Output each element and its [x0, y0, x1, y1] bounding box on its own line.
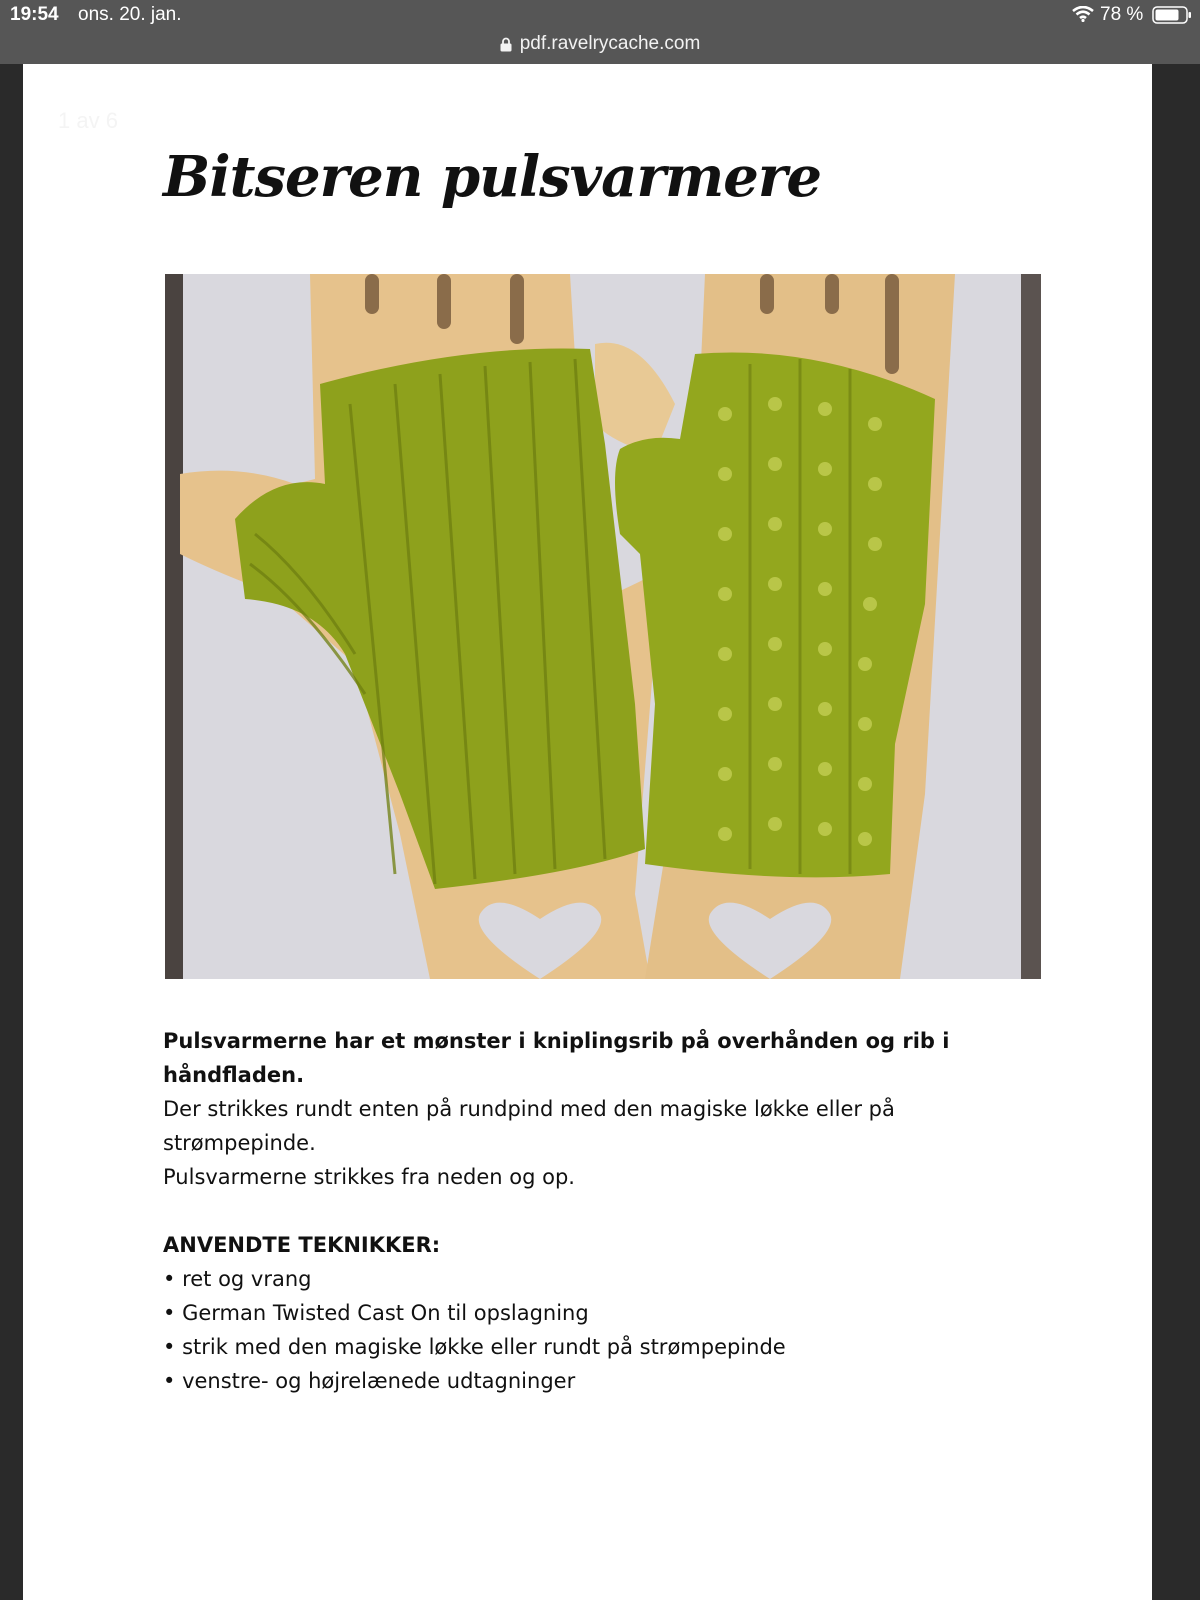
list-item: • strik med den magiske løkke eller rundt på strømpepinde: [163, 1330, 1023, 1364]
status-bar: [0, 0, 1200, 64]
document-body: [163, 1024, 1023, 1398]
lock-icon: [500, 37, 512, 52]
list-item: • German Twisted Cast On til opslagning: [163, 1296, 1023, 1330]
status-date: ons. 20. jan.: [78, 4, 182, 25]
intro-bold: Pulsvarmerne har et mønster i kniplingsrib på overhånden og rib i håndfladen.: [163, 1029, 950, 1087]
page-indicator: 1 av 6: [58, 108, 118, 133]
techniques-list: [163, 1262, 1023, 1398]
list-item: • ret og vrang: [163, 1262, 1023, 1296]
status-time: 19:54: [10, 4, 59, 25]
battery-icon: [1152, 6, 1192, 24]
list-item: • venstre- og højrelænede udtagninger: [163, 1364, 1023, 1398]
page-title: Bitseren pulsvarmere: [163, 144, 821, 210]
wrist-warmers-photo: [165, 274, 1041, 979]
spacer: [163, 1194, 1023, 1228]
pdf-page[interactable]: [23, 64, 1152, 1600]
address-bar[interactable]: [0, 30, 1200, 58]
intro-line-1: Der strikkes rundt enten på rundpind med den magiske løkke eller på strømpepinde.: [163, 1097, 895, 1155]
url-text[interactable]: pdf.ravelrycache.com: [519, 33, 701, 54]
intro-line-2: Pulsvarmerne strikkes fra neden og op.: [163, 1165, 575, 1189]
wifi-icon: [1072, 6, 1094, 22]
battery-percentage: 78 %: [1100, 4, 1144, 25]
techniques-heading: ANVENDTE TEKNIKKER:: [163, 1233, 441, 1257]
